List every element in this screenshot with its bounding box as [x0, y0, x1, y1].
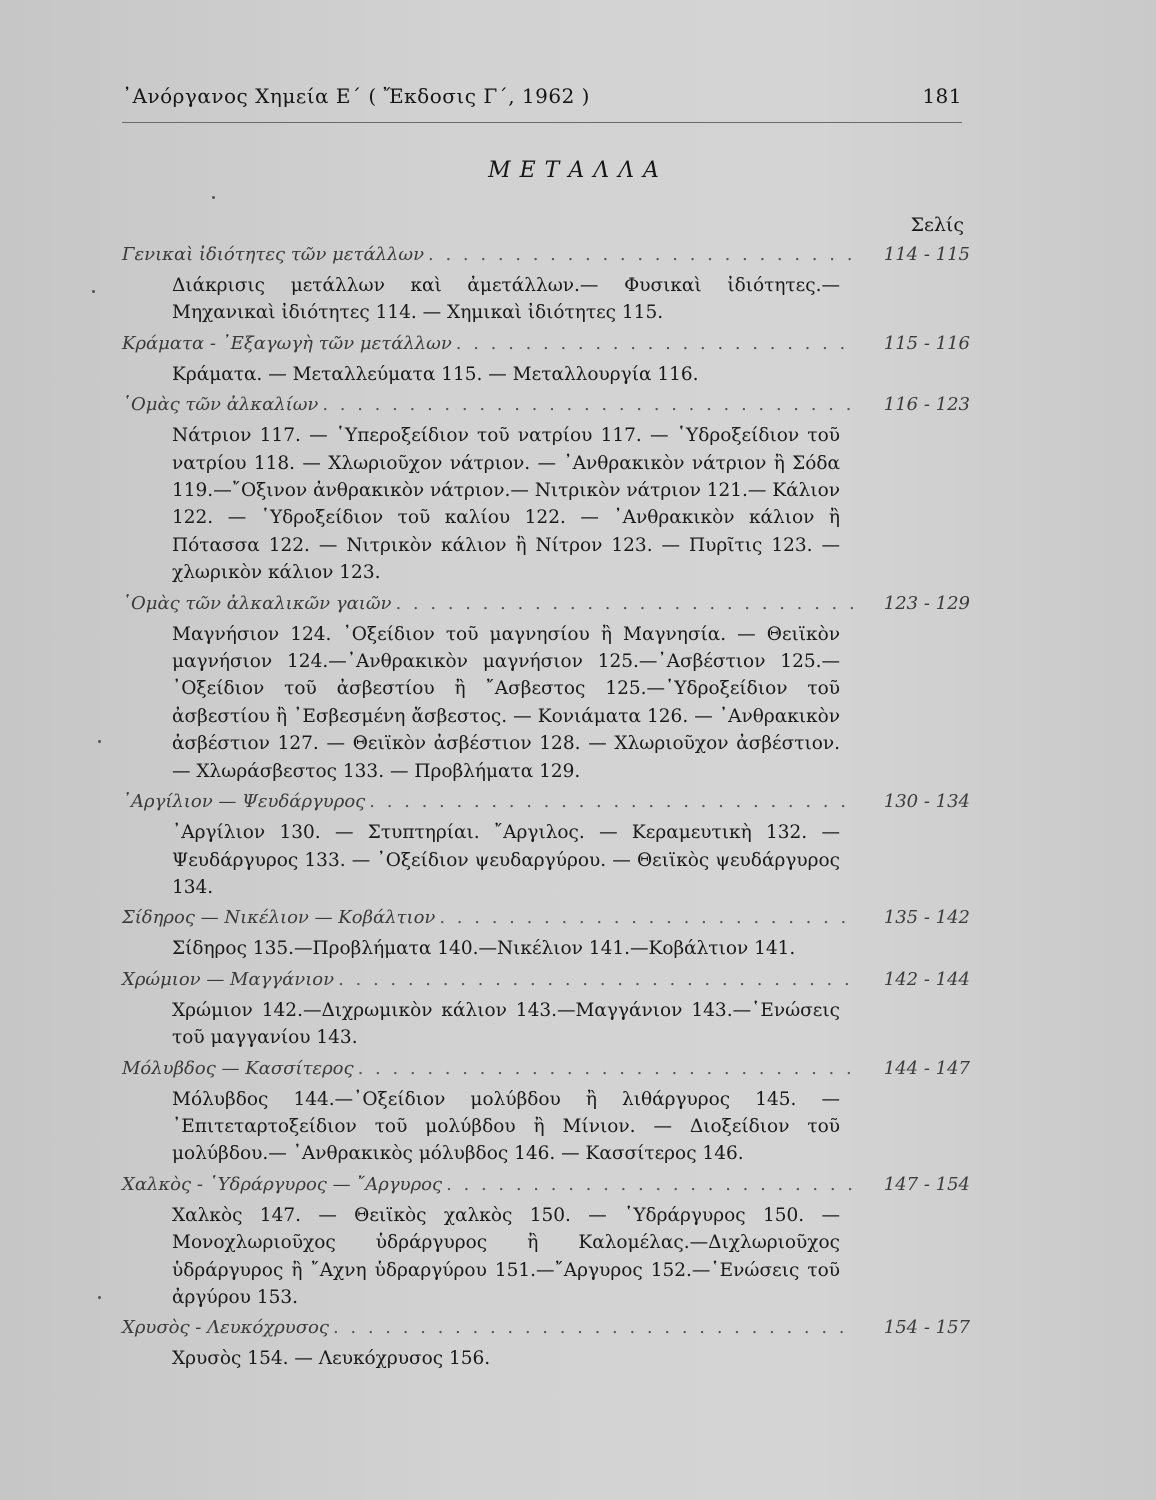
dot-leader — [446, 1174, 854, 1195]
toc-entry — [122, 1058, 970, 1168]
toc-entry — [122, 907, 970, 962]
toc-entry — [122, 244, 970, 327]
toc-entry — [122, 1317, 970, 1372]
toc-entry-heading — [122, 1174, 970, 1202]
toc-entry-heading — [122, 969, 970, 997]
toc-entry-body: Μόλυβδος 144.—᾿Οξείδιον μολύβδου ἢ λιθάργυρος 145. — ᾿Επιτεταρτοξείδιον τοῦ μολύβδου ἢ Μίνιον. — Διοξείδιον τοῦ μολύβδου.— ᾿Ανθρακικὸς μόλυβδος 146. — Κασσίτερος 146. — [172, 1088, 840, 1165]
running-header — [122, 84, 962, 108]
toc-entry — [122, 791, 970, 901]
toc-entry-pages: 147 - 154 — [883, 1173, 970, 1195]
page-number: 181 — [922, 84, 962, 108]
toc-entry-title: Χρυσὸς - Λευκόχρυσος — [122, 1317, 329, 1339]
toc-entry-pages: 154 - 157 — [883, 1317, 970, 1339]
toc-entry-heading — [122, 1317, 970, 1345]
dot-leader — [369, 791, 854, 812]
toc-entry — [122, 394, 970, 586]
toc-entry-body: ᾿Αργίλιον 130. — Στυπτηρίαι. ῎Αργιλος. — Κεραμευτικὴ 132. — Ψευδάργυρος 133. — ᾿Οξείδιον ψευδαργύρου. — Θειϊκὸς ψευδάργυρος 134. — [172, 822, 840, 898]
toc-entry-heading — [122, 791, 970, 819]
toc-entry — [122, 969, 970, 1052]
toc-entry-pages: 116 - 123 — [883, 394, 970, 416]
toc-entry — [122, 333, 970, 388]
pages-column-header: Σελίς — [910, 214, 964, 236]
toc-entry-heading — [122, 593, 970, 621]
toc-entry-heading — [122, 907, 970, 935]
toc-entry-pages: 123 - 129 — [883, 592, 970, 614]
toc-entry-pages: 142 - 144 — [883, 968, 970, 990]
toc-entry-body: Χρώμιον 142.—Διχρωμικὸν κάλιον 143.—Μαγγάνιον 143.—῾Ενώσεις τοῦ μαγγανίου 143. — [172, 999, 840, 1049]
toc-entry-pages: 115 - 116 — [883, 332, 970, 354]
dot-leader — [358, 1058, 854, 1079]
toc-entry-pages: 114 - 115 — [883, 244, 970, 265]
toc-entry-body: Κράματα. — Μεταλλεύματα 115. — Μεταλλουργία 116. — [172, 363, 699, 385]
toc-entry-pages: 144 - 147 — [883, 1057, 970, 1079]
toc-entry-title: Μόλυβδος — Κασσίτερος — [122, 1057, 354, 1079]
toc-entry-body: Νάτριον 117. — ῾Υπεροξείδιον τοῦ νατρίου 117. — ῾Υδροξείδιον τοῦ νατρίου 118. — Χλωριοῦχον νάτριον. — ᾿Ανθρακικὸν νάτριον ἢ Σόδα 119.—῎Οξινον ἀνθρακικὸν νάτριον.— Νιτρικὸν νάτριον 121.— Κάλιον 122. — ῾Υδροξείδιον τοῦ καλίου 122. — ᾿Ανθρακικὸν κάλιον ἢ Πότασσα 122. — Νιτρικὸν κάλιον ἢ Νίτρον 123. — Πυρῖτις 123. — χλωρικὸν κάλιον 123. — [172, 425, 840, 584]
section-title: ΜΕΤΑΛΛΑ — [488, 158, 668, 183]
toc-entry-body: Διάκρισις μετάλλων καὶ ἀμετάλλων.— Φυσικαὶ ἰδιότητες.— Μηχανικαὶ ἰδιότητες 114. — Χημικαὶ ἰδιότητες 115. — [172, 275, 840, 324]
toc-entry-title: Χαλκὸς - ῾Υδράργυρος — ῎Αργυρος — [122, 1173, 443, 1195]
toc-entry-title: ῾Ομὰς τῶν ἀλκαλίων — [122, 394, 319, 416]
toc-entry-pages: 135 - 142 — [883, 907, 970, 929]
running-title: ᾿Ανόργανος Χημεία Ε΄ ( Ἔκδοσις Γ΄, 1962 ) — [122, 84, 590, 108]
print-speck — [98, 740, 101, 743]
print-speck — [212, 196, 215, 199]
toc-entry-body: Χαλκὸς 147. — Θειϊκὸς χαλκὸς 150. — ῾Υδράργυρος 150. — Μονοχλωριοῦχος ὑδράργυρος ἢ Καλομέλας.—Διχλωριοῦχος ὑδράργυρος ἢ ῎Αχνη ὑδραργύρου 151.—῎Αργυρος 152.—῾Ενώσεις τοῦ ἀργύρου 153. — [172, 1204, 840, 1308]
print-speck — [98, 1296, 101, 1299]
dot-leader — [428, 244, 854, 265]
toc-entry-body: Σίδηρος 135.—Προβλήματα 140.—Νικέλιον 141.—Κοβάλτιον 141. — [172, 938, 796, 960]
dot-leader — [338, 969, 854, 990]
table-of-contents — [122, 244, 970, 1379]
toc-entry-title: ῾Ομὰς τῶν ἀλκαλικῶν γαιῶν — [122, 592, 392, 614]
toc-entry-heading — [122, 244, 970, 272]
header-rule — [122, 122, 962, 123]
toc-entry-body: Μαγνήσιον 124. ᾿Οξείδιον τοῦ μαγνησίου ἢ Μαγνησία. — Θειϊκὸν μαγνήσιον 124.—᾿Ανθρακικὸν μαγνήσιον 125.—᾿Ασβέστιον 125.— ᾿Οξείδιον τοῦ ἀσβεστίου ἢ ῎Ασβεστος 125.—῾Υδροξείδιον τοῦ ἀσβεστίου ἢ ᾿Εσβεσμένη ἄσβεστος. — Κονιάματα 126. — ᾿Ανθρακικὸν ἀσβέστιον 127. — Θειϊκὸν ἀσβέστιον 128. — Χλωριοῦχον ἀσβέστιον. — Χλωράσβεστος 133. — Προβλήματα 129. — [172, 623, 840, 782]
dot-leader — [322, 394, 854, 415]
toc-entry-title: ᾿Αργίλιον — Ψευδάργυρος — [122, 791, 366, 813]
print-speck — [92, 290, 95, 293]
toc-entry — [122, 1174, 970, 1312]
dot-leader — [456, 333, 854, 354]
toc-entry-title: Σίδηρος — Νικέλιον — Κοβάλτιον — [122, 907, 436, 929]
toc-entry — [122, 593, 970, 785]
dot-leader — [333, 1317, 854, 1338]
dot-leader — [395, 593, 854, 614]
toc-entry-pages: 130 - 134 — [883, 791, 970, 813]
toc-entry-body: Χρυσὸς 154. — Λευκόχρυσος 156. — [172, 1348, 491, 1370]
toc-entry-heading — [122, 1058, 970, 1086]
toc-entry-heading — [122, 394, 970, 422]
toc-entry-title: Γενικαὶ ἰδιότητες τῶν μετάλλων — [122, 244, 425, 265]
toc-entry-title: Κράματα - ᾿Εξαγωγὴ τῶν μετάλλων — [122, 332, 452, 354]
dot-leader — [439, 907, 854, 928]
toc-entry-heading — [122, 333, 970, 361]
toc-entry-title: Χρώμιον — Μαγγάνιον — [122, 968, 335, 990]
